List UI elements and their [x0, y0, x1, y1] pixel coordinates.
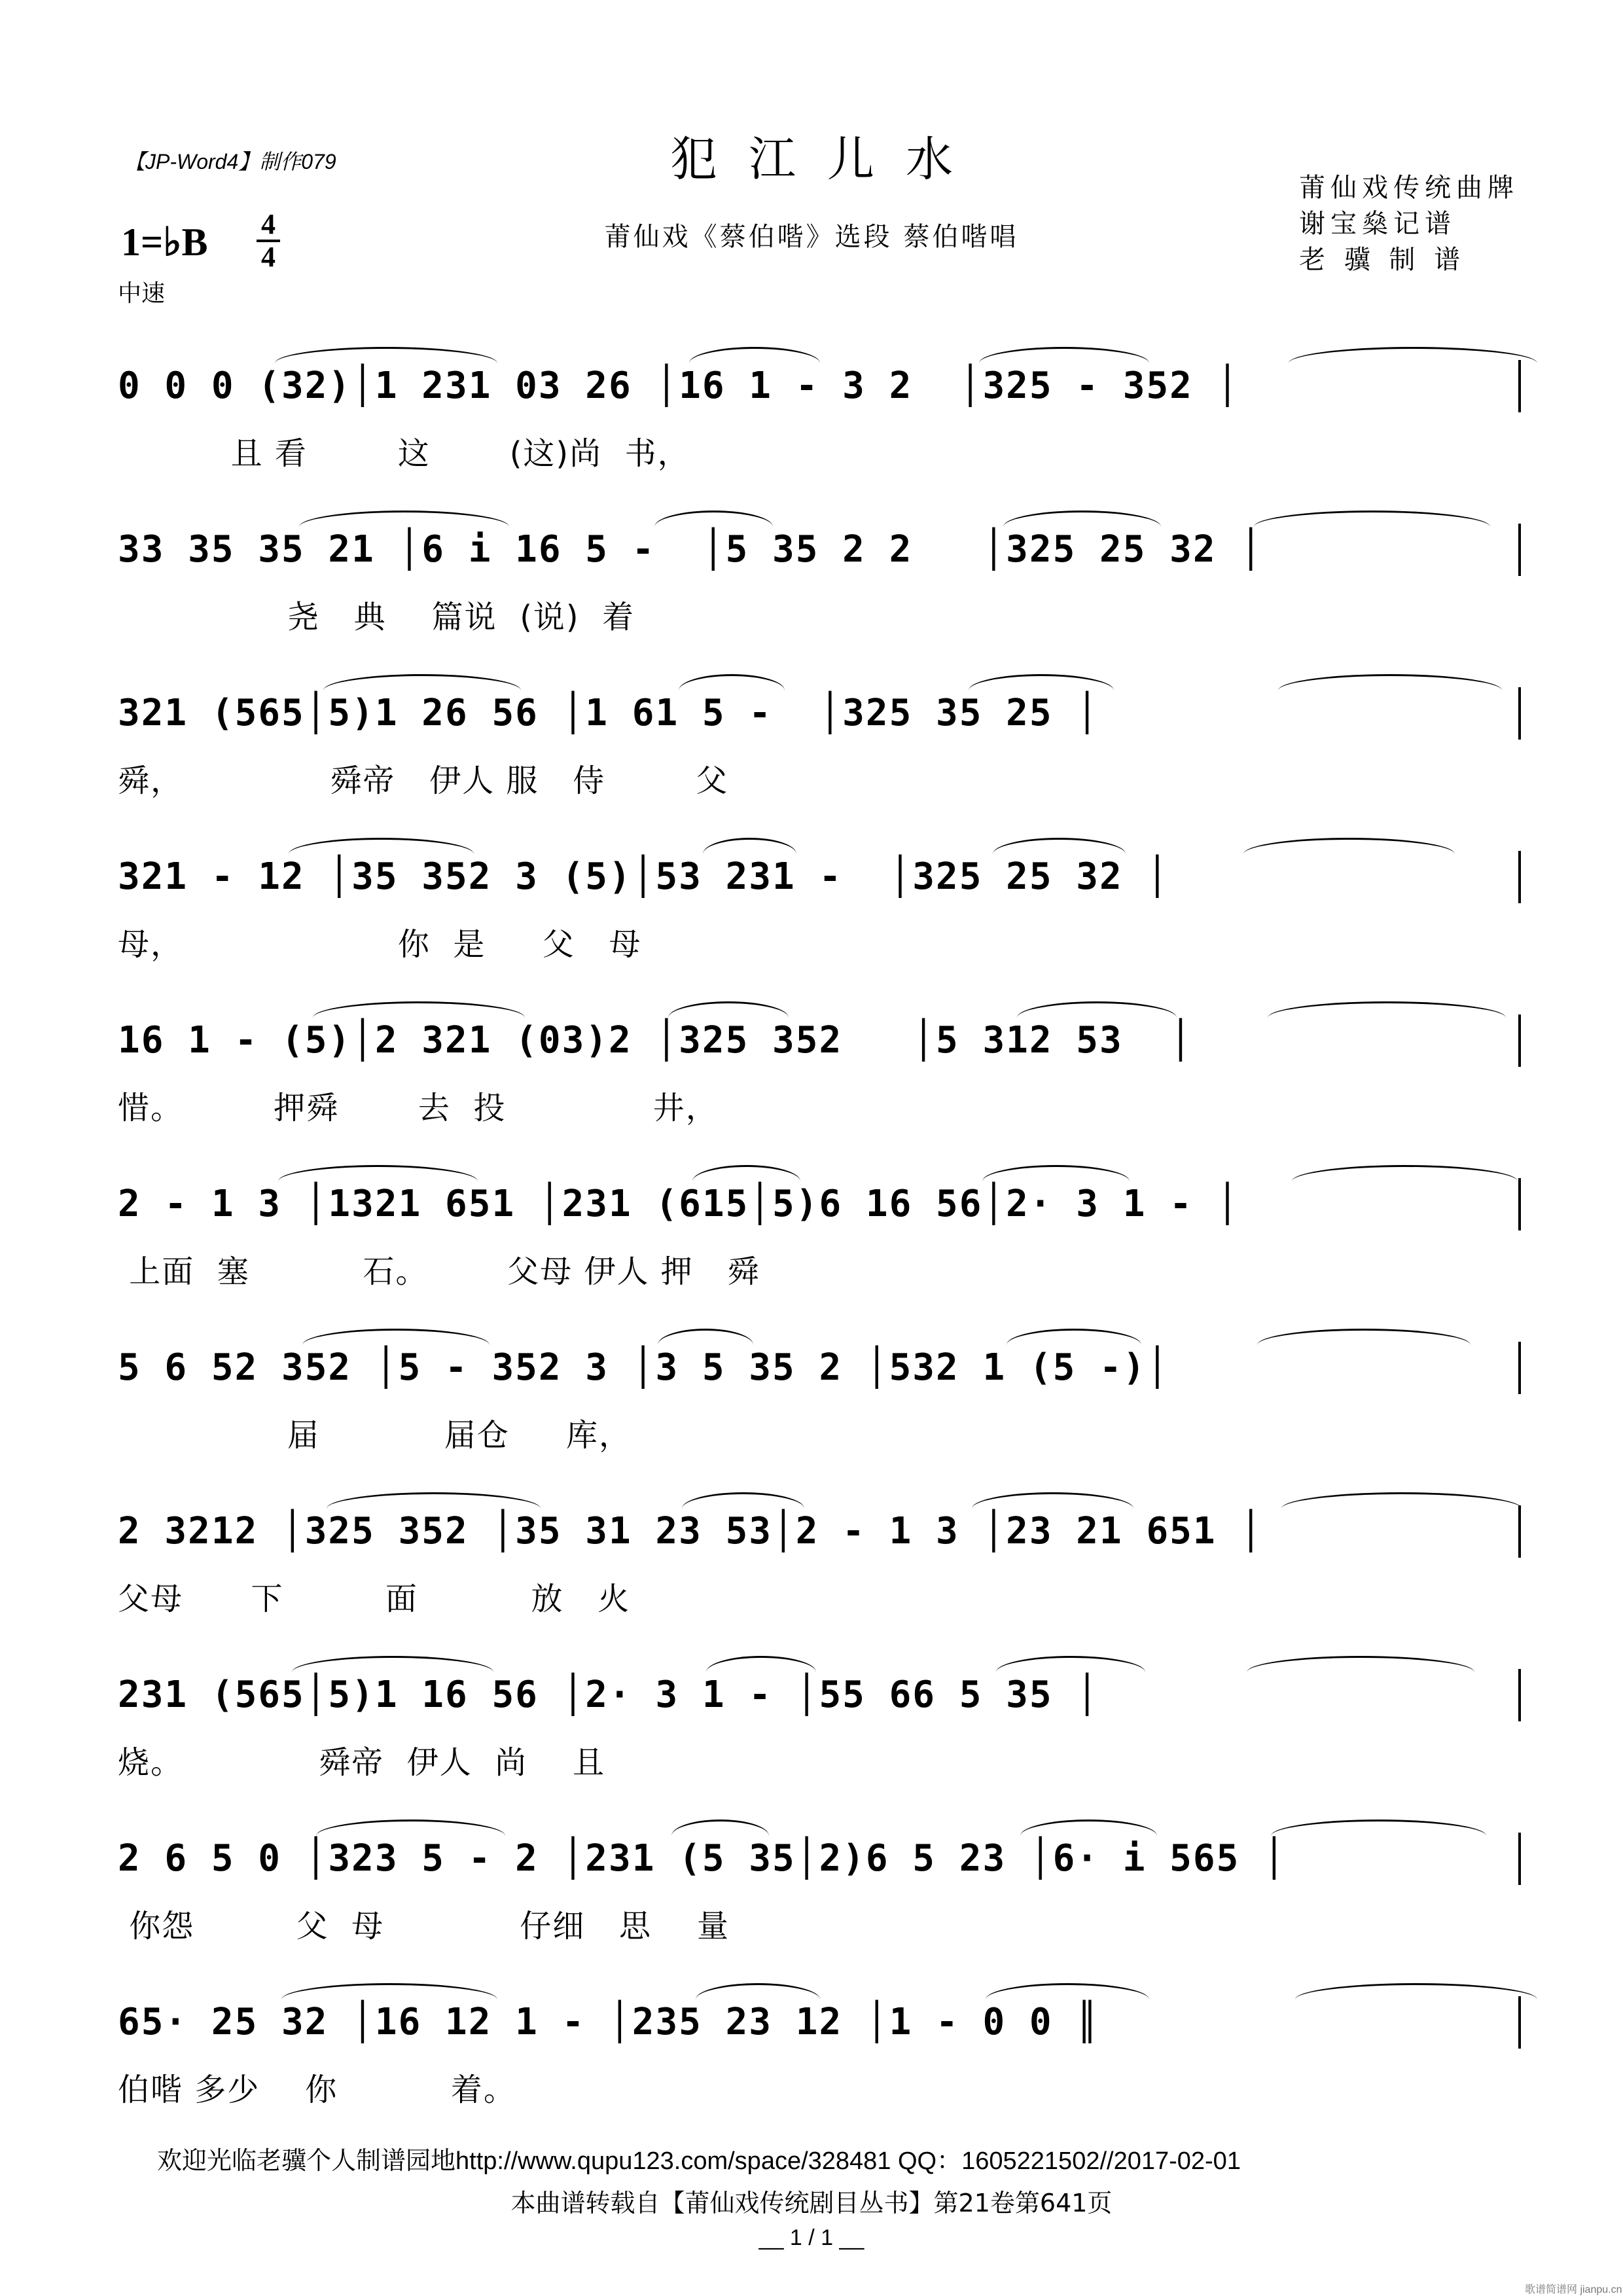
notation-line: 5 6 52 352 │5 - 352 3 │3 5 35 2 │532 1 (5 -)│ [118, 1346, 1170, 1389]
subtitle: 莆仙戏《蔡伯喈》选段 蔡伯喈唱 [604, 222, 1019, 252]
notation-line: 321 - 12 │35 352 3 (5)│53 231 - │325 25 32 │ [118, 855, 1170, 898]
barline [1518, 1014, 1521, 1067]
lyric-line: 父母 下 面 放 火 [118, 1581, 631, 1617]
lyric-line: 上面 塞 石。 父母 伊人 押 舜 [118, 1253, 760, 1290]
lyric-line: 伯喈 多少 你 着。 [118, 2072, 516, 2108]
slur-mark [302, 1329, 490, 1345]
slur-mark [1281, 1492, 1522, 1509]
slur-mark [654, 511, 773, 527]
slur-mark [1243, 838, 1455, 854]
notation-line: 231 (565│5)1 16 56 │2· 3 1 - │55 66 5 35 │ [118, 1674, 1100, 1716]
slur-mark [299, 511, 509, 527]
notation-line: 0 0 0 (32)│1 231 03 26 │16 1 - 3 2 │325 - 352 │ [118, 365, 1240, 407]
slur-mark [658, 1329, 753, 1345]
slur-mark [706, 1656, 816, 1672]
lyric-line: 烧。 舜帝 伊人 尚 且 [118, 1744, 606, 1781]
slur-mark [993, 838, 1126, 854]
lyric-line: 舜， 舜帝 伊人 服 侍 父 [118, 762, 729, 799]
slur-mark [703, 838, 796, 854]
footer-source: 本曲谱转载自【莆仙戏传统剧目丛书】第21卷第641页 [510, 2189, 1113, 2217]
notation-line: 2 3212 │325 352 │35 31 23 53│2 - 1 3 │23 21 651 │ [118, 1510, 1264, 1552]
notation-line: 65· 25 32 │16 12 1 - │235 23 12 │1 - 0 0 ║ [118, 2001, 1100, 2043]
key-signature: 1=♭B [121, 221, 208, 264]
slur-mark [289, 838, 474, 854]
notation-line: 2 6 5 0 │323 5 - 2 │231 (5 35│2)6 5 23 │6· i 565 │ [118, 1837, 1287, 1880]
credit-transcriber: 谢宝燊记谱 [1299, 209, 1456, 239]
slur-mark [682, 1492, 804, 1509]
barline [1518, 1342, 1521, 1394]
watermark: 歌谱简谱网 jianpu.cn [1525, 2284, 1622, 2295]
slur-mark [323, 674, 521, 691]
barline [1518, 1833, 1521, 1885]
slur-mark [292, 1656, 493, 1672]
barline [1518, 1669, 1521, 1721]
tempo-marking: 中速 [118, 279, 166, 306]
slur-mark [1020, 1820, 1157, 1836]
barline [1518, 524, 1521, 576]
notation-line: 2 - 1 3 │1321 651 │231 (615│5)6 16 56│2· 3 1 - │ [118, 1183, 1240, 1225]
barline [1518, 1505, 1521, 1558]
slur-mark [278, 1165, 478, 1181]
slur-mark [313, 1001, 525, 1018]
barline [1518, 851, 1521, 903]
slur-mark [1295, 1983, 1537, 2000]
maker-label: 【JP-Word4】制作079 [124, 150, 336, 173]
slur-mark [982, 1165, 1130, 1181]
lyric-line: 惜。 押舜 去 投 井， [118, 1090, 719, 1126]
lyric-line: 母， 你 是 父 母 [118, 926, 642, 963]
slur-mark [1268, 1001, 1506, 1018]
barline [1518, 1178, 1521, 1230]
slur-mark [1257, 1329, 1471, 1345]
footer-website: 欢迎光临老骥个人制谱园地http://www.qupu123.com/space/328481 QQ：1605221502//2017-02-01 [157, 2147, 1241, 2175]
lyric-line: 尧 典 篇说 (说) 着 [118, 599, 635, 636]
slur-mark [972, 1492, 1133, 1509]
slur-mark [1289, 347, 1537, 363]
credit-engraver: 老 骥 制 谱 [1299, 245, 1466, 275]
barline [1518, 1996, 1521, 2049]
slur-mark [1278, 674, 1502, 691]
slur-mark [692, 1165, 800, 1181]
page-title: 犯江儿水 [669, 132, 984, 187]
lyric-line: 届 届仓 库， [118, 1417, 632, 1454]
lyric-line: 且 看 这 (这)尚 书， [118, 435, 690, 472]
slur-mark [986, 1983, 1149, 2000]
lyric-line: 你怨 父 母 仔细 思 量 [118, 1908, 730, 1945]
notation-line: 33 35 35 21 │6 i 16 5 - │5 35 2 2 │325 25 32 │ [118, 528, 1264, 571]
slur-mark [668, 1001, 789, 1018]
slur-mark [689, 347, 820, 363]
page-number: __ 1 / 1 __ [758, 2225, 865, 2250]
time-numerator: 4 [261, 208, 276, 240]
notation-line: 16 1 - (5)│2 321 (03)2 │325 352 │5 312 53 │ [118, 1019, 1193, 1062]
slur-mark [1003, 511, 1161, 527]
time-signature [257, 208, 280, 273]
slur-mark [1247, 1656, 1474, 1672]
credit-genre: 莆仙戏传统曲牌 [1299, 173, 1519, 203]
slur-mark [1017, 1001, 1177, 1018]
slur-mark [1271, 1820, 1486, 1836]
credits [1299, 170, 1519, 278]
barline [1518, 687, 1521, 740]
slur-mark [996, 1656, 1145, 1672]
slur-mark [316, 1820, 505, 1836]
slur-mark [696, 1983, 820, 2000]
notation-line: 321 (565│5)1 26 56 │1 61 5 - │325 35 25 │ [118, 692, 1100, 734]
slur-mark [969, 674, 1114, 691]
slur-mark [1254, 511, 1490, 527]
slur-mark [275, 347, 497, 363]
barline [1518, 360, 1521, 412]
slur-mark [1292, 1165, 1518, 1181]
slur-mark [281, 1983, 497, 2000]
slur-mark [327, 1492, 541, 1509]
slur-mark [979, 347, 1149, 363]
slur-mark [1007, 1329, 1141, 1345]
slur-mark [679, 674, 785, 691]
time-denominator: 4 [261, 241, 276, 273]
slur-mark [671, 1820, 769, 1836]
